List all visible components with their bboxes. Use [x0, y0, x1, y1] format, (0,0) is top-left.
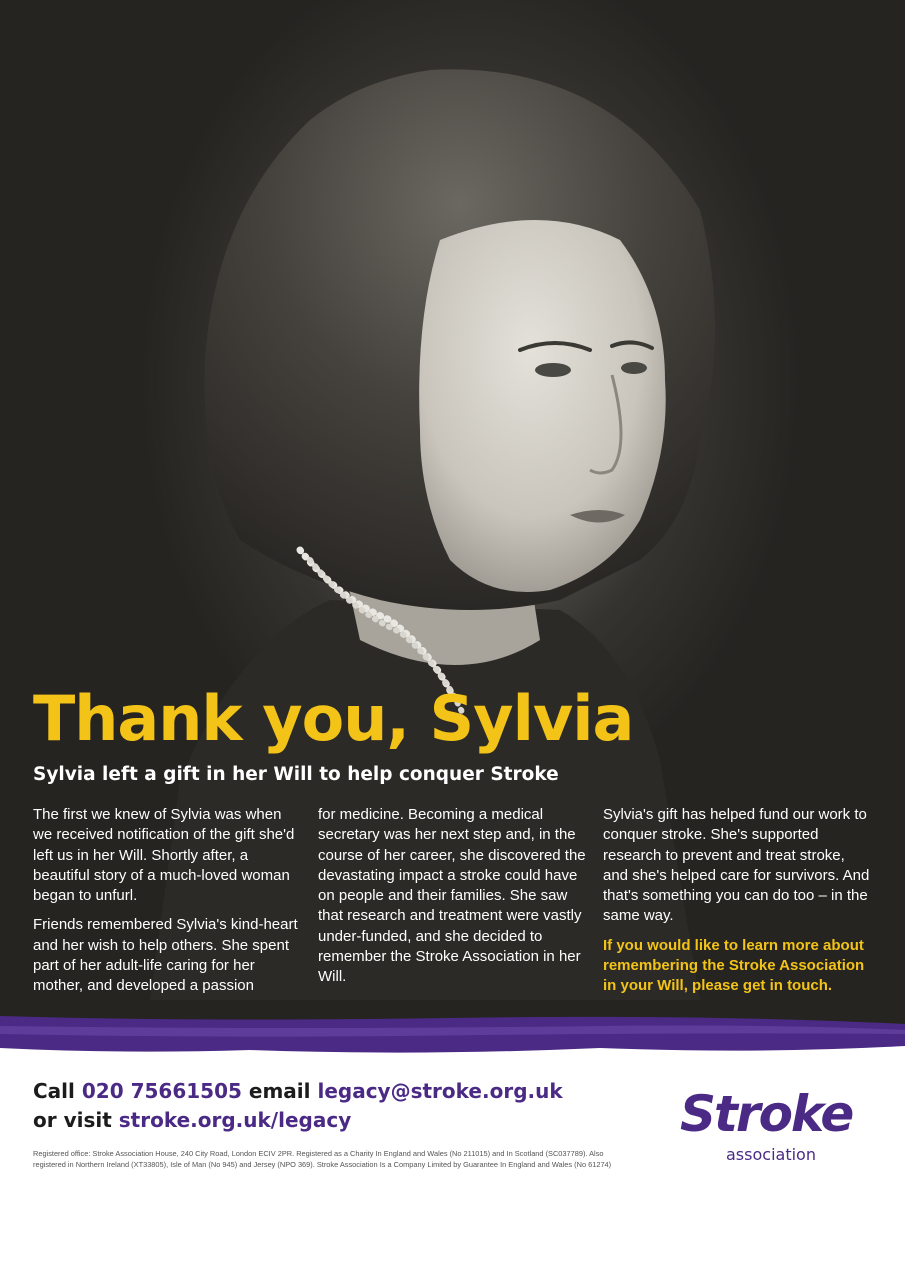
email-link[interactable]: legacy@stroke.org.uk — [317, 1079, 563, 1103]
website-link[interactable]: stroke.org.uk/legacy — [118, 1108, 352, 1132]
email-label: email — [248, 1079, 311, 1103]
logo-subtitle: association — [726, 1145, 816, 1164]
call-to-action-text: If you would like to learn more about remembering the Stroke Association in your Will, please get in touch. — [603, 936, 865, 995]
contact-line-2 — [33, 1106, 563, 1135]
body-paragraph: for medicine. Becoming a medical secretary was her next step and, in the course of her career, she discovered the devastating impact a stroke could have on people and their families. She saw that research and treatment were vastly under-funded, and she decided to remember the Stroke Association in her Will. — [318, 806, 586, 986]
body-column-1 — [33, 805, 301, 1006]
body-paragraph: The first we knew of Sylvia was when we received notification of the gift she'd left us in her Will. Shortly after, a beautiful story of a much-loved woman began to unfurl. — [33, 806, 295, 905]
logo-wordmark: Stroke — [680, 1085, 853, 1143]
purple-brush-stroke — [0, 1010, 905, 1060]
body-column-2 — [318, 805, 586, 997]
headline: Thank you, Sylvia — [33, 682, 634, 755]
call-label: Call — [33, 1079, 75, 1103]
contact-info — [33, 1077, 563, 1135]
visit-label: or visit — [33, 1108, 112, 1132]
stroke-association-logo — [680, 1085, 875, 1180]
legal-text: Registered office: Stroke Association House, 240 City Road, London ECIV 2PR. Registered as a Charity In England and Wales (No 211015) and In Scotland (SC037789). Also registered in Northern Ireland (XT33805), Isle of Man (No 945) and Jersey (NPO 369). Stroke Association Is a Company Limited by Guarantee In England and Wales (No 61274) — [33, 1149, 612, 1169]
body-paragraph: Friends remembered Sylvia's kind-heart and her wish to help others. She spent part of her adult-life caring for her mother, and developed a passion — [33, 916, 298, 995]
subheadline: Sylvia left a gift in her Will to help conquer Stroke — [33, 764, 559, 785]
contact-line-1 — [33, 1077, 563, 1106]
phone-number[interactable]: 020 75661505 — [81, 1079, 242, 1103]
body-paragraph: Sylvia's gift has helped fund our work to conquer stroke. She's supported research to prevent and treat stroke, and she's helped care for survivors. And that's something you can do too – in the same way. — [603, 806, 870, 925]
body-column-3 — [603, 805, 871, 1006]
